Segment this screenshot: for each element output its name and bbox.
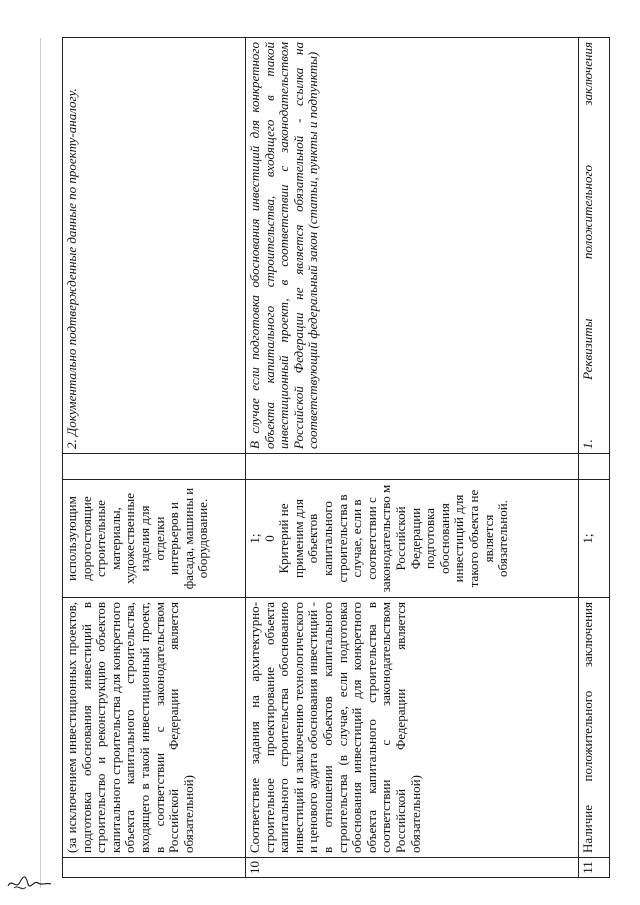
score-value-zero: 0 bbox=[261, 535, 277, 542]
note-cell: 1. Реквизиты положительного заключения bbox=[579, 38, 610, 454]
row-number: 11 bbox=[579, 858, 610, 878]
empty-cell bbox=[63, 454, 246, 480]
score-cell: использующим дорогостоящие строительные материалы, художественные изделия для отделки интерьеров и фасада, машины и оборудование. bbox=[63, 480, 246, 598]
score-value-one: 1; bbox=[247, 533, 262, 544]
score-cell: 1; bbox=[579, 480, 610, 598]
note-cell: В случае если подготовка обоснования инвестиций для конкретного объекта капитального строительства, входящего в такой инвестиционный проект, в соответствии с законодательством Российской Федерации не является обязательной - ссылка на соответствующий федеральный закон (статьи, пункты и подпункты) bbox=[246, 38, 579, 454]
table-row bbox=[579, 38, 610, 878]
row-number: 10 bbox=[246, 858, 579, 878]
criterion-cell: Наличие положительного заключения bbox=[579, 598, 610, 858]
table-row bbox=[63, 38, 246, 878]
rotated-page bbox=[62, 38, 600, 878]
empty-cell bbox=[579, 454, 610, 480]
row-number bbox=[63, 858, 246, 878]
score-cell bbox=[246, 480, 579, 598]
criterion-cell: Соответствие задания на архитектурно-строительное проектирование объекта капитального строительства обоснованию инвестиций и заключению технологического и ценового аудита обоснования инвестиций - в отношении объектов капитального строительства (в случае, если подготовка обоснования инвестиций для конкретного объекта капитального строительства в соответствии с законодательством Российской Федерации является обязательной) bbox=[246, 598, 579, 858]
empty-cell bbox=[246, 454, 579, 480]
note-cell: 2. Документально подтвержденные данные по проекту-аналогу. bbox=[63, 38, 246, 454]
binding-line bbox=[40, 38, 41, 888]
score-note: Критерий не применим для объектов капитального строительства в случае, если в соответствии с законодательство м Российской Федерации подготовка обоснования инвестиций для такого объекта не является обязательной. bbox=[276, 484, 511, 593]
handwritten-signature bbox=[4, 870, 54, 896]
criterion-cell: (за исключением инвестиционных проектов, подготовка обоснования инвестиций в строительство и реконструкцию объектов капитального строительства для конкретного объекта капитального строительства, входящего в такой инвестиционный проект, в соответствии с законодательством Российской Федерации является обязательной) bbox=[63, 598, 246, 858]
table-row bbox=[246, 38, 579, 878]
criteria-table bbox=[62, 37, 610, 878]
